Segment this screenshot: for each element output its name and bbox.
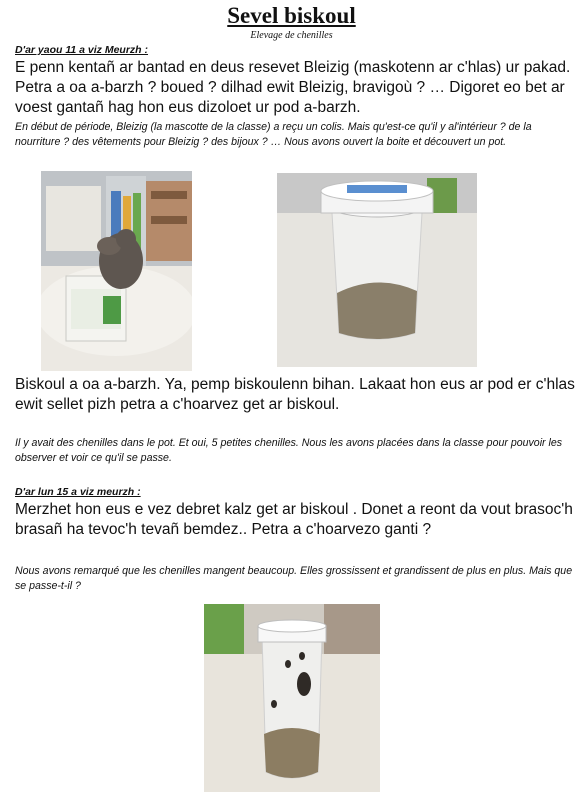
jar-with-caterpillars-photo [204, 604, 380, 792]
mascot-with-parcel-photo [41, 171, 192, 371]
breton-paragraph-1: E penn kentañ ar bantad en deus resevet Bleizig (maskotenn ar c'hlas) ur pakad. Petra a oa a-barzh ? boued ? dilhad ewit Bleizig, bravigoù ? … Digoret eo bet ar voest gantañ hag hon eus dizoloet ur pod a-barzh. [15, 59, 571, 116]
section-date-2: D'ar lun 15 a viz meurzh : [15, 486, 141, 498]
section-date-1: D'ar yaou 11 a viz Meurzh : [15, 44, 149, 56]
jar-with-lid-photo [277, 173, 477, 367]
french-paragraph-3: Nous avons remarqué que les chenilles mangent beaucoup. Elles grossissent et grandissent de plus en plus. Mais que se passe-t-il ? [15, 565, 573, 592]
page-subtitle: Elevage de chenilles [250, 30, 333, 41]
french-paragraph-2: Il y avait des chenilles dans le pot. Et oui, 5 petites chenilles. Nous les avons placées dans la classe pour pouvoir les observer et voir ce qu'il se passe. [15, 437, 563, 464]
breton-paragraph-3: Merzhet hon eus e vez debret kalz get ar biskoul . Donet a reont da vout brasoc'h brasañ ha tevoc'h tevañ bemdez.. Petra a c'hoarvezo ganti ? [15, 501, 573, 538]
page-title: Sevel biskoul [227, 3, 356, 28]
french-paragraph-1: En début de période, Bleizig (la mascotte de la classe) a reçu un colis. Mais qu'est-ce qu'il y al'intérieur ? de la nourriture ? des vêtements pour Bleizig ? des bijoux ? … Nous avons ouvert la boite et découvert un pot. [15, 121, 532, 148]
breton-paragraph-2: Biskoul a oa a-barzh. Ya, pemp biskoulenn bihan. Lakaat hon eus ar pod er c'hlas ewit sellet pizh petra a c'hoarvez get ar biskoul. [15, 376, 575, 413]
